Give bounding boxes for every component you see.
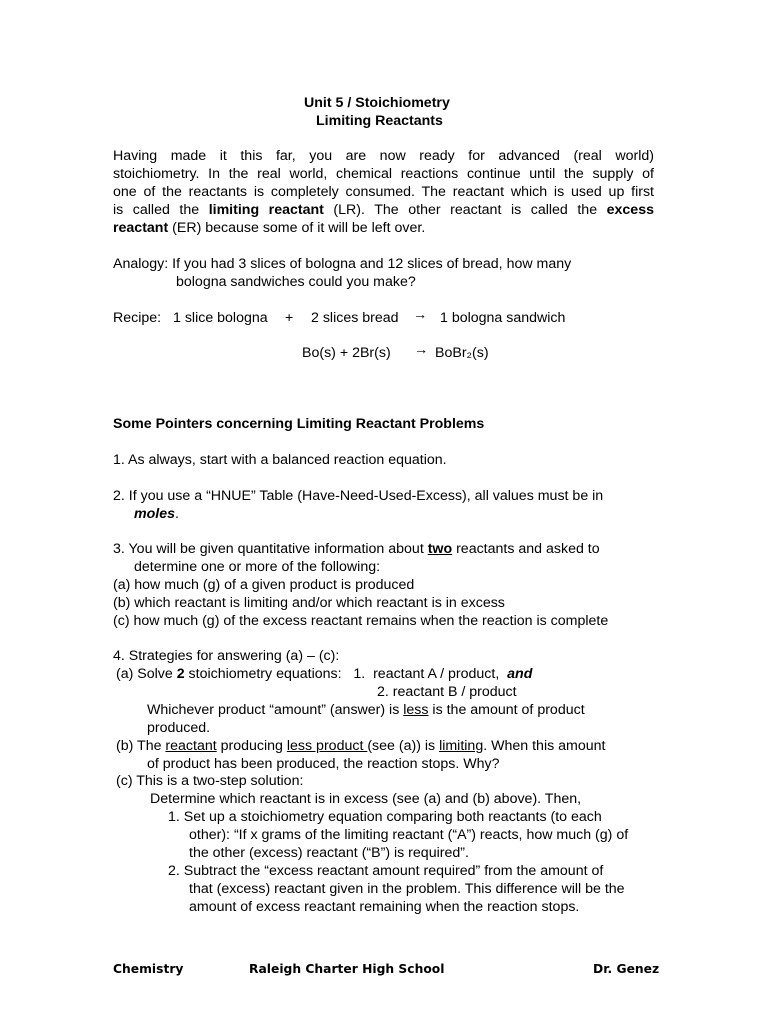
term-reactant: reactant xyxy=(113,220,169,236)
pointer-1: 1. As always, start with a balanced reaction equation. xyxy=(113,452,447,468)
recipe-product: 1 bologna sandwich xyxy=(440,310,566,326)
term-2: 2 xyxy=(176,666,185,682)
footer-subject: Chemistry xyxy=(113,962,184,976)
strategy-c-cont: Determine which reactant is in excess (see (a) and (b) above). Then, xyxy=(150,791,582,807)
analogy-line: bologna sandwiches could you make? xyxy=(176,274,416,290)
strategy-a-cont: produced. xyxy=(147,720,211,736)
intro-line: one of the reactants is completely consumed. The reactant which is used up first xyxy=(113,184,654,200)
list-item: (a) how much (g) of a given product is produced xyxy=(113,577,415,593)
footer-author: Dr. Genez xyxy=(593,962,660,976)
strategy-c-step-1: 1. Set up a stoichiometry equation comparing both reactants (to each xyxy=(168,809,602,825)
equation-product: BoBr₂(s) xyxy=(435,345,489,361)
recipe-plus: + xyxy=(285,310,294,326)
strategy-c-step-2-cont: amount of excess reactant remaining when the reaction stops. xyxy=(189,899,580,915)
term-limiting: limiting xyxy=(439,738,484,754)
pointer-3: 3. You will be given quantitative information about two reactants and asked to xyxy=(113,541,600,557)
arrow-right-icon: → xyxy=(414,342,429,358)
recipe-item-bread: 2 slices bread xyxy=(311,310,399,326)
term-limiting-reactant: limiting reactant xyxy=(208,202,324,218)
recipe-label: Recipe: xyxy=(113,310,162,326)
strategy-a-cont: Whichever product “amount” (answer) is less is the amount of product xyxy=(147,702,585,718)
term-moles: moles xyxy=(134,506,176,522)
recipe-item-bologna: 1 slice bologna xyxy=(173,310,268,326)
pointer-2: 2. If you use a “HNUE” Table (Have-Need-Used-Excess), all values must be in xyxy=(113,488,604,504)
strategy-a: (a) Solve 2 stoichiometry equations: 1. reactant A / product, and xyxy=(116,666,533,682)
strategy-c-step-2: 2. Subtract the “excess reactant amount required” from the amount of xyxy=(168,863,604,879)
pointer-2-cont: moles. xyxy=(134,506,179,522)
term-excess: excess xyxy=(606,202,654,218)
list-item: (b) which reactant is limiting and/or which reactant is in excess xyxy=(113,595,505,611)
page-title: Unit 5 / Stoichiometry xyxy=(304,95,450,111)
term-less-product: less product xyxy=(286,738,368,754)
strategy-c: (c) This is a two-step solution: xyxy=(116,773,304,789)
term-two: two xyxy=(427,541,453,557)
strategy-a-cont: 2. reactant B / product xyxy=(377,684,517,700)
list-item: (c) how much (g) of the excess reactant remains when the reaction is complete xyxy=(113,613,609,629)
intro-line: Having made it this far, you are now ready for advanced (real world) xyxy=(113,148,654,164)
strategy-c-step-1-cont: the other (excess) reactant (“B”) is required”. xyxy=(189,845,469,861)
arrow-right-icon: → xyxy=(413,307,428,323)
strategy-c-step-1-cont: other): “If x grams of the limiting reactant (“A”) reacts, how much (g) of xyxy=(189,827,629,843)
equation-reactants: Bo(s) + 2Br(s) xyxy=(302,345,391,361)
intro-line: reactant (ER) because some of it will be left over. xyxy=(113,220,426,236)
intro-line: is called the limiting reactant (LR). The other reactant is called the excess xyxy=(113,202,654,218)
page-subtitle: Limiting Reactants xyxy=(316,113,443,129)
intro-line: stoichiometry. In the real world, chemical reactions continue until the supply of xyxy=(113,166,654,182)
term-less: less xyxy=(403,702,429,718)
section-heading: Some Pointers concerning Limiting Reactant Problems xyxy=(113,416,485,432)
term-and: and xyxy=(507,666,533,682)
strategy-b: (b) The reactant producing less product (see (a)) is limiting. When this amount xyxy=(116,738,606,754)
term-reactant-link: reactant xyxy=(165,738,217,754)
strategy-c-step-2-cont: that (excess) reactant given in the problem. This difference will be the xyxy=(189,881,625,897)
pointer-4: 4. Strategies for answering (a) – (c): xyxy=(113,648,340,664)
analogy-line: Analogy: If you had 3 slices of bologna and 12 slices of bread, how many xyxy=(113,256,572,272)
footer-school: Raleigh Charter High School xyxy=(249,962,445,976)
pointer-3-cont: determine one or more of the following: xyxy=(134,559,381,575)
strategy-b-cont: of product has been produced, the reaction stops. Why? xyxy=(147,756,500,772)
